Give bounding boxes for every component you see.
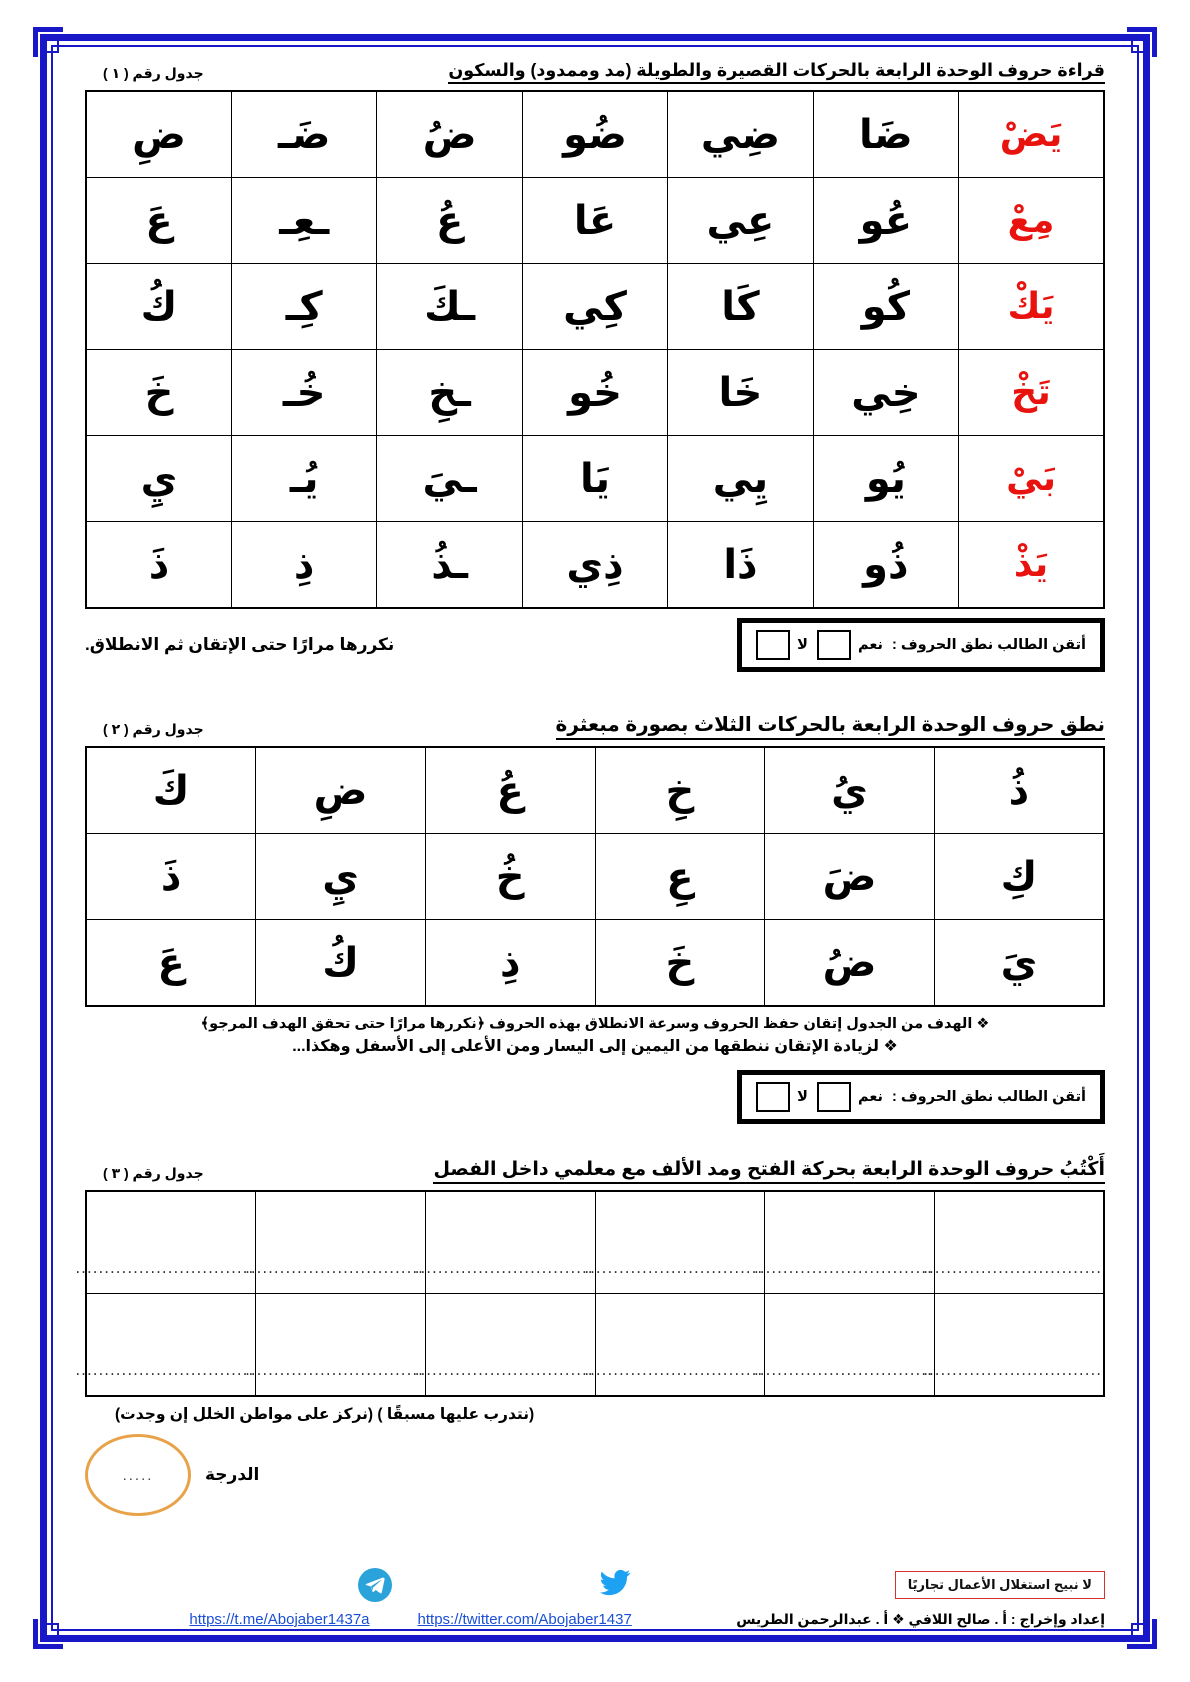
letter-cell: كِـ	[231, 264, 376, 350]
table-row	[86, 920, 1104, 1007]
letter-cell: ضُو	[522, 91, 667, 178]
mastery-no-checkbox-2[interactable]	[756, 1082, 790, 1112]
section-2-table-number: جدول رقم ( ٢ )	[103, 721, 204, 737]
table-row	[86, 747, 1104, 834]
authors-credits: إعداد وإخراج : أ . صالح اللافي ❖ أ . عبدالرحمن الطريس	[736, 1611, 1105, 1627]
mastery-no-label-2: لا	[797, 1089, 808, 1105]
letter-cell: كُ	[86, 264, 231, 350]
letter-cell: خُـ	[231, 350, 376, 436]
letter-cell: يِي	[668, 436, 813, 522]
letter-cell: يَكْ	[959, 264, 1104, 350]
mastery-no-option-2[interactable]	[756, 1082, 808, 1112]
letter-cell: ـخِ	[377, 350, 522, 436]
writing-table-3[interactable]	[75, 1190, 1105, 1397]
letter-cell: خَ	[595, 920, 765, 1007]
letter-cell: يَذْ	[959, 522, 1104, 609]
letter-cell: ضُ	[377, 91, 522, 178]
letter-cell: عُو	[813, 178, 958, 264]
letter-cell: خُو	[522, 350, 667, 436]
writing-cell[interactable]: ...............................	[595, 1294, 765, 1397]
mastery-label-1: أتقن الطالب نطق الحروف :	[891, 637, 1086, 653]
mastery-no-label-1: لا	[797, 637, 808, 653]
mastery-yes-checkbox-2[interactable]	[817, 1082, 851, 1112]
mastery-yes-option-2[interactable]	[817, 1082, 883, 1112]
letters-table-1-body	[86, 91, 1104, 608]
section-2-bullet-1: ❖ الهدف من الجدول إتقان حفظ الحروف وسرعة الانطلاق بهذه الحروف ﴿نكررها مرارًا حتى تحقق الهدف المرجو﴾	[200, 1016, 990, 1032]
letters-table-2-body	[86, 747, 1104, 1006]
mastery-no-option-1[interactable]	[756, 630, 808, 660]
telegram-plane-icon[interactable]	[358, 1568, 392, 1602]
section-1-mastery-box	[737, 618, 1105, 672]
writing-cell[interactable]: ...............................	[256, 1191, 426, 1294]
letter-cell: عَ	[86, 178, 231, 264]
grade-value-circle[interactable]: .....	[85, 1434, 191, 1516]
mastery-no-checkbox-1[interactable]	[756, 630, 790, 660]
letter-cell: خِي	[813, 350, 958, 436]
social-icons-group	[85, 1566, 895, 1604]
section-3-caption: (نتدرب عليها مسبقًا ) (نركز على مواطن الخلل إن وجدت)	[115, 1406, 535, 1423]
mastery-yes-option-1[interactable]	[817, 630, 883, 660]
letter-cell: يَضْ	[959, 91, 1104, 178]
section-1-title: قراءة حروف الوحدة الرابعة بالحركات القصيرة والطويلة (مد وممدود) والسكون	[448, 60, 1105, 84]
twitter-link[interactable]: https://twitter.com/Abojaber1437	[417, 1611, 632, 1628]
letter-cell: عُ	[425, 747, 595, 834]
letter-cell: خُ	[425, 834, 595, 920]
letter-cell: ضِي	[668, 91, 813, 178]
table-row	[86, 436, 1104, 522]
writing-cell[interactable]: ...............................	[934, 1294, 1104, 1397]
letter-cell: ـكَ	[377, 264, 522, 350]
table-row	[86, 264, 1104, 350]
section-1-repeat-note: نكررها مرارًا حتى الإتقان ثم الانطلاق.	[85, 635, 395, 654]
letter-cell: كُو	[813, 264, 958, 350]
footer-links-row	[85, 1611, 1105, 1628]
section-3-title: أَكْتُبُ حروف الوحدة الرابعة بحركة الفتح ومد الألف مع معلمي داخل الفصل	[433, 1158, 1105, 1184]
letter-cell: خَ	[86, 350, 231, 436]
letter-cell: مِعْ	[959, 178, 1104, 264]
table-row	[86, 522, 1104, 609]
mastery-yes-label-1: نعم	[857, 637, 883, 653]
letter-cell: يُ	[765, 747, 935, 834]
section-2-title: نطق حروف الوحدة الرابعة بالحركات الثلاث بصورة مبعثرة	[556, 712, 1105, 740]
letter-cell: ذِ	[231, 522, 376, 609]
letter-cell: عِ	[595, 834, 765, 920]
footer-icons-row	[85, 1566, 1105, 1604]
table-row	[86, 1294, 1104, 1397]
letter-cell: يِ	[256, 834, 426, 920]
letter-cell: ذَ	[86, 522, 231, 609]
corner-ornament-bottom-left	[33, 1619, 63, 1649]
writing-cell[interactable]: ...............................	[86, 1294, 256, 1397]
twitter-icon-slot	[500, 1566, 730, 1604]
section-2-bullets	[85, 1016, 1105, 1056]
letter-cell: ضُ	[765, 920, 935, 1007]
grade-label: الدرجة	[205, 1465, 260, 1484]
mastery-label-2: أتقن الطالب نطق الحروف :	[891, 1089, 1086, 1105]
letter-cell: كَ	[86, 747, 256, 834]
letter-cell: ـذُ	[377, 522, 522, 609]
table-row	[86, 91, 1104, 178]
worksheet-content	[75, 60, 1105, 1628]
telegram-link[interactable]: https://t.me/Abojaber1437a	[189, 1611, 370, 1628]
letter-cell: بَيْ	[959, 436, 1104, 522]
letter-cell: عُ	[377, 178, 522, 264]
letter-cell: يِ	[86, 436, 231, 522]
grade-row	[85, 1434, 1105, 1516]
section-2-footer-row	[85, 1070, 1105, 1124]
section-1-header	[85, 60, 1105, 84]
section-3-header	[85, 1158, 1105, 1184]
corner-ornament-top-right	[1127, 27, 1157, 57]
letter-cell: ذِ	[425, 920, 595, 1007]
table-row	[86, 178, 1104, 264]
writing-table-3-body	[75, 1191, 1104, 1396]
letter-cell: ذُ	[934, 747, 1104, 834]
writing-cell[interactable]: ...............................	[595, 1191, 765, 1294]
letter-cell: كِ	[934, 834, 1104, 920]
letter-cell: ذُو	[813, 522, 958, 609]
footer-links-group	[85, 1611, 736, 1628]
letter-cell: يُو	[813, 436, 958, 522]
mastery-yes-label-2: نعم	[857, 1089, 883, 1105]
letter-cell: خَا	[668, 350, 813, 436]
page-footer	[85, 1566, 1105, 1628]
letter-cell: يُـ	[231, 436, 376, 522]
letter-cell: عِي	[668, 178, 813, 264]
letters-table-1	[85, 90, 1105, 609]
letter-cell: ـيَ	[377, 436, 522, 522]
letter-cell: ذَا	[668, 522, 813, 609]
letter-cell: ضِ	[256, 747, 426, 834]
letter-cell: ذِي	[522, 522, 667, 609]
letters-table-2	[85, 746, 1105, 1007]
letter-cell: يَ	[934, 920, 1104, 1007]
letter-cell: ضَ	[765, 834, 935, 920]
writing-cell[interactable]: ...............................	[765, 1191, 935, 1294]
letter-cell: يَا	[522, 436, 667, 522]
letter-cell: كُ	[256, 920, 426, 1007]
writing-cell[interactable]: ...............................	[86, 1191, 256, 1294]
corner-ornament-bottom-right	[1127, 1619, 1157, 1649]
section-2-mastery-box	[737, 1070, 1105, 1124]
writing-cell[interactable]: ...............................	[256, 1294, 426, 1397]
telegram-icon-slot	[250, 1568, 500, 1602]
section-1-footer-row	[85, 618, 1105, 672]
section-1-table-number: جدول رقم ( ١ )	[103, 65, 204, 81]
writing-cell[interactable]: ...............................	[425, 1191, 595, 1294]
table-row	[86, 834, 1104, 920]
commercial-use-notice: لا نبيح استغلال الأعمال تجاريًا	[895, 1571, 1105, 1599]
letter-cell: ضَـ	[231, 91, 376, 178]
section-2-bullet-2: ❖ لزيادة الإتقان ننطقها من اليمين إلى اليسار ومن الأعلى إلى الأسفل وهكذا...	[292, 1038, 898, 1055]
letter-cell: ضَا	[813, 91, 958, 178]
section-2-header	[85, 712, 1105, 740]
table-row	[86, 350, 1104, 436]
letter-cell: ضِ	[86, 91, 231, 178]
letter-cell: كَا	[668, 264, 813, 350]
twitter-bird-icon[interactable]	[595, 1566, 635, 1598]
table-row	[86, 1191, 1104, 1294]
letter-cell: ـعِـ	[231, 178, 376, 264]
letter-cell: كِي	[522, 264, 667, 350]
writing-cell[interactable]: ...............................	[425, 1294, 595, 1397]
writing-cell[interactable]: ...............................	[765, 1294, 935, 1397]
corner-ornament-top-left	[33, 27, 63, 57]
writing-cell[interactable]: ...............................	[934, 1191, 1104, 1294]
mastery-yes-checkbox-1[interactable]	[817, 630, 851, 660]
letter-cell: تَخْ	[959, 350, 1104, 436]
letter-cell: عَا	[522, 178, 667, 264]
letter-cell: خِ	[595, 747, 765, 834]
letter-cell: عَ	[86, 920, 256, 1007]
letter-cell: ذَ	[86, 834, 256, 920]
section-3-table-number: جدول رقم ( ٣ )	[103, 1165, 204, 1181]
